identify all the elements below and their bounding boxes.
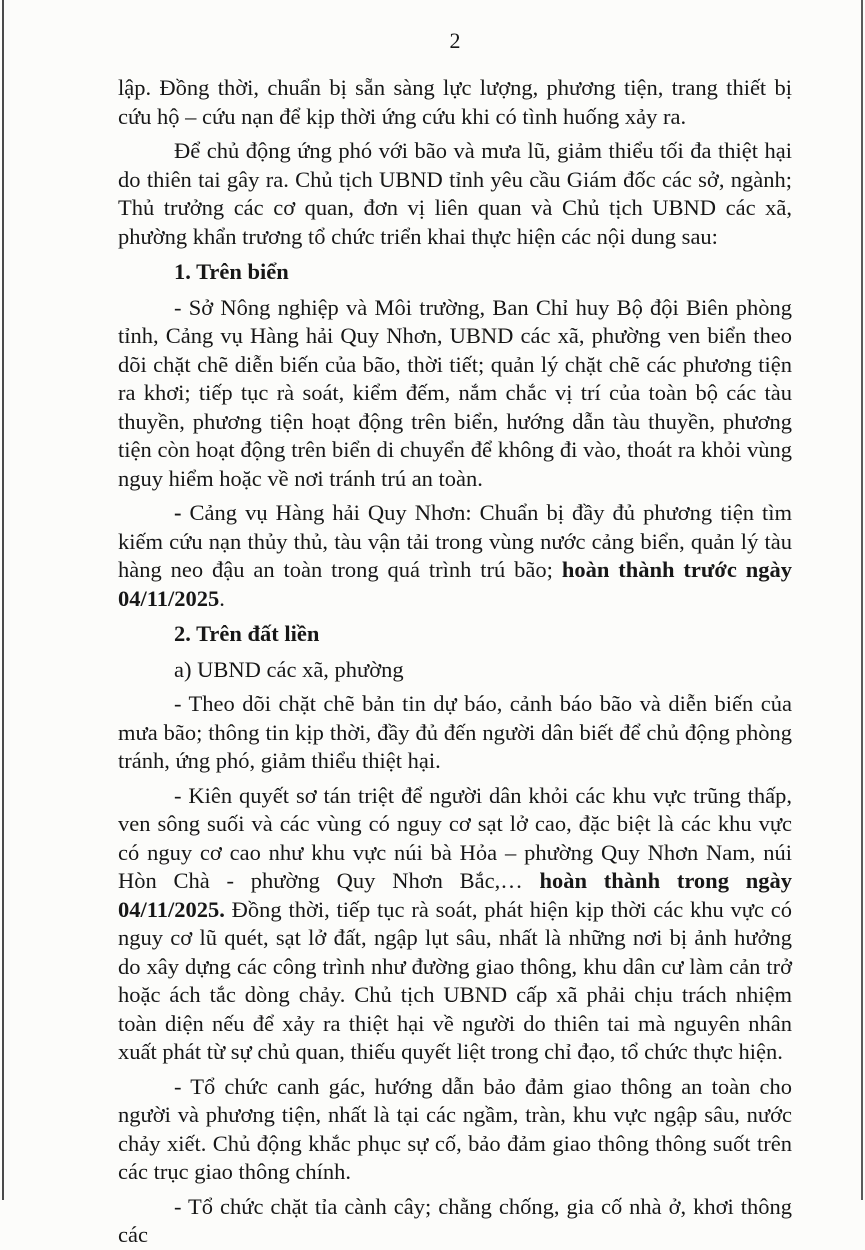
- text-run: - Sở Nông nghiệp và Môi trường, Ban Chỉ huy Bộ đội Biên phòng tỉnh, Cảng vụ Hàng hải Quy Nhơn, UBND các xã, phường ven biển theo dõi chặt chẽ diễn biến của bão, thời tiết; quản lý chặt chẽ các phương tiện ra khơi; tiếp tục rà soát, kiểm đếm, nắm chắc vị trí của toàn bộ các tàu thuyền, phương tiện hoạt động trên biển, hướng dẫn tàu thuyền, phương tiện còn hoạt động trên biển di chuyển để không đi vào, thoát ra khỏi vùng nguy hiểm hoặc về nơi tránh trú an toàn.: [118, 294, 792, 491]
- paragraph: [118, 1073, 792, 1187]
- bold-run: hoàn thành trước ngày 04/11/2025: [118, 557, 792, 611]
- scan-border-left: [2, 0, 4, 1200]
- bold-run: -: [174, 500, 190, 525]
- page-number: 2: [449, 28, 461, 53]
- document-body: [118, 74, 792, 1250]
- text-run: - Theo dõi chặt chẽ bản tin dự báo, cảnh báo bão và diễn biến của mưa bão; thông tin kịp thời, đầy đủ đến người dân biết để chủ động phòng tránh, ứng phó, giảm thiểu thiệt hại.: [118, 691, 792, 773]
- paragraph: [118, 656, 792, 685]
- scan-border-right: [861, 0, 863, 1200]
- text-run: a) UBND các xã, phường: [174, 656, 404, 682]
- bold-run: 1. Trên biển: [174, 259, 289, 284]
- text-run: Để chủ động ứng phó với bão và mưa lũ, giảm thiểu tối đa thiệt hại do thiên tai gây ra. Chủ tịch UBND tỉnh yêu cầu Giám đốc các sở, ngành; Thủ trưởng các cơ quan, đơn vị liên quan và Chủ tịch UBND các xã, phường khẩn trương tổ chức triển khai thực hiện các nội dung sau:: [118, 138, 792, 249]
- paragraph: [118, 499, 792, 613]
- paragraph: [118, 1193, 792, 1250]
- paragraph: [118, 137, 792, 251]
- text-run: - Kiên quyết sơ tán triệt để người dân khỏi các khu vực trũng thấp, ven sông suối và các vùng có nguy cơ sạt lở cao, đặc biệt là các khu vực có nguy cơ cao như khu vực núi bà Hỏa – phường Quy Nhơn Nam, núi Hòn Chà - phường Quy Nhơn Bắc,…: [118, 782, 792, 893]
- bold-run: hoàn thành trong ngày 04/11/2025.: [118, 868, 792, 922]
- text-run: lập. Đồng thời, chuẩn bị sẵn sàng lực lượng, phương tiện, trang thiết bị cứu hộ – cứu nạn để kịp thời ứng cứu khi có tình huống xảy ra.: [118, 75, 792, 129]
- text-run: Cảng vụ Hàng hải Quy Nhơn: Chuẩn bị đầy đủ phương tiện tìm kiếm cứu nạn thủy thủ, tàu vận tải trong vùng nước cảng biển, quản lý tàu hàng neo đậu an toàn trong quá trình trú bão;: [118, 500, 792, 582]
- bold-run: 2. Trên đất liền: [174, 621, 320, 646]
- section-heading: [118, 620, 792, 649]
- text-run: - Tổ chức canh gác, hướng dẫn bảo đảm giao thông an toàn cho người và phương tiện, nhất là tại các ngầm, tràn, khu vực ngập sâu, nước chảy xiết. Chủ động khắc phục sự cố, bảo đảm giao thông thông suốt trên các trục giao thông chính.: [118, 1073, 792, 1184]
- text-run: - Tổ chức chặt tỉa cành cây; chằng chống, gia cố nhà ở, khơi thông các: [118, 1193, 792, 1247]
- paragraph: [118, 782, 792, 1067]
- paragraph: [118, 690, 792, 776]
- text-run: .: [219, 585, 225, 611]
- paragraph: [118, 74, 792, 131]
- paragraph: [118, 294, 792, 494]
- section-heading: [118, 258, 792, 287]
- text-run: Đồng thời, tiếp tục rà soát, phát hiện kịp thời các khu vực có nguy cơ lũ quét, sạt lở đất, ngập lụt sâu, nhất là những nơi bị ảnh hưởng do xây dựng các công trình như đường giao thông, khu dân cư làm cản trở hoặc ách tắc dòng chảy. Chủ tịch UBND cấp xã phải chịu trách nhiệm toàn diện nếu để xảy ra thiệt hại về người do thiên tai mà nguyên nhân xuất phát từ sự chủ quan, thiếu quyết liệt trong chỉ đạo, tổ chức thực hiện.: [118, 896, 792, 1064]
